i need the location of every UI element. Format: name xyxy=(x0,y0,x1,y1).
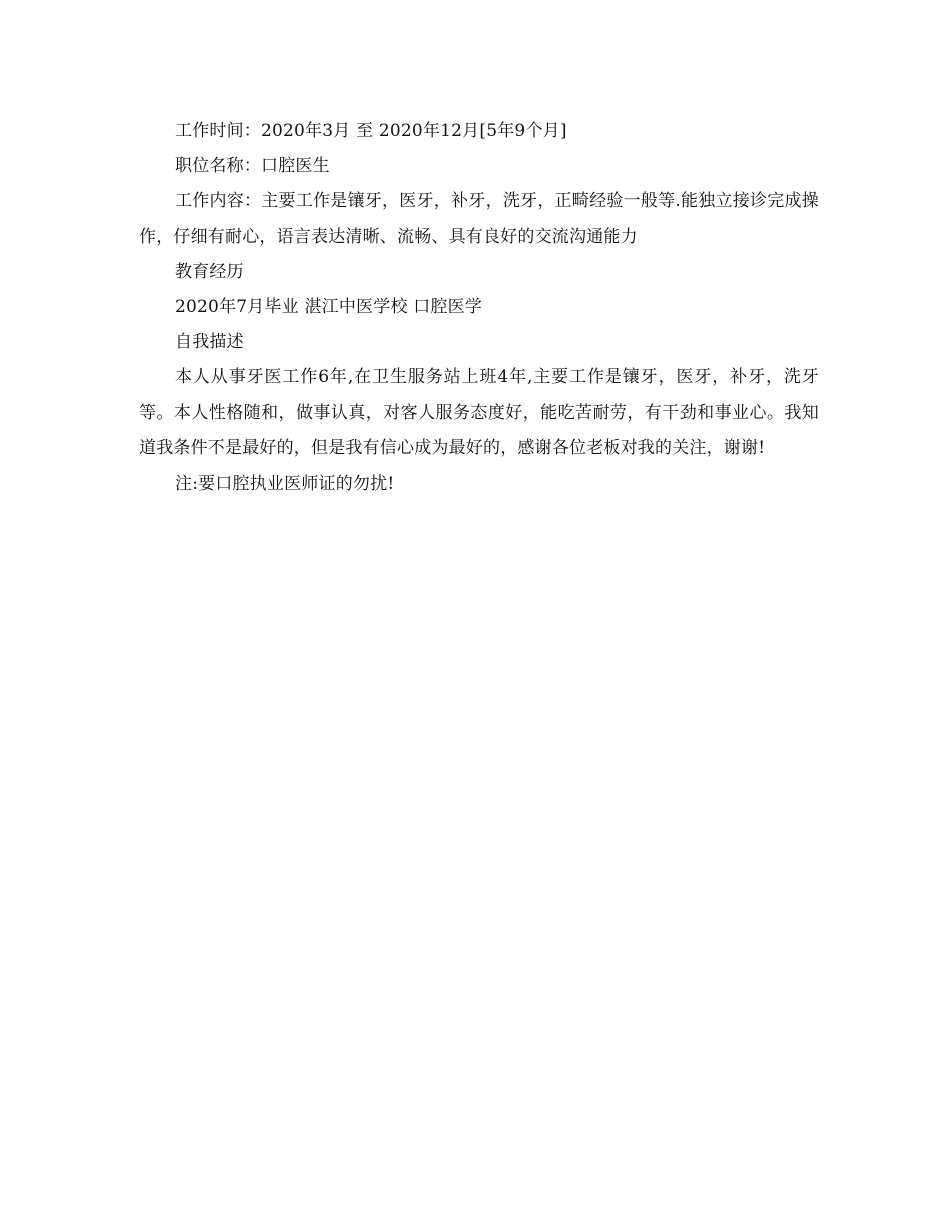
self-description-heading: 自我描述 xyxy=(175,332,244,352)
resume-body xyxy=(139,114,819,502)
work-time: 工作时间：2020年3月 至 2020年12月[5年9个月] xyxy=(175,121,567,141)
note: 注:要口腔执业医师证的勿扰! xyxy=(175,473,395,494)
education-heading: 教育经历 xyxy=(175,262,244,282)
work-content: 工作内容：主要工作是镶牙，医牙，补牙，洗牙，正畸经验一般等.能独立接诊完成操作，仔细有耐心，语言表达清晰、流畅、具有良好的交流沟通能力 xyxy=(139,191,819,247)
position-title: 职位名称：口腔医生 xyxy=(175,156,330,176)
education-entry: 2020年7月毕业 湛江中医学校 口腔医学 xyxy=(175,297,483,317)
self-description-text: 本人从事牙医工作6年,在卫生服务站上班4年,主要工作是镶牙，医牙，补牙，洗牙等。本人性格随和，做事认真，对客人服务态度好，能吃苦耐劳，有干劲和事业心。我知道我条件不是最好的，但是我有信心成为最好的，感谢各位老板对我的关注，谢谢! xyxy=(139,367,819,458)
